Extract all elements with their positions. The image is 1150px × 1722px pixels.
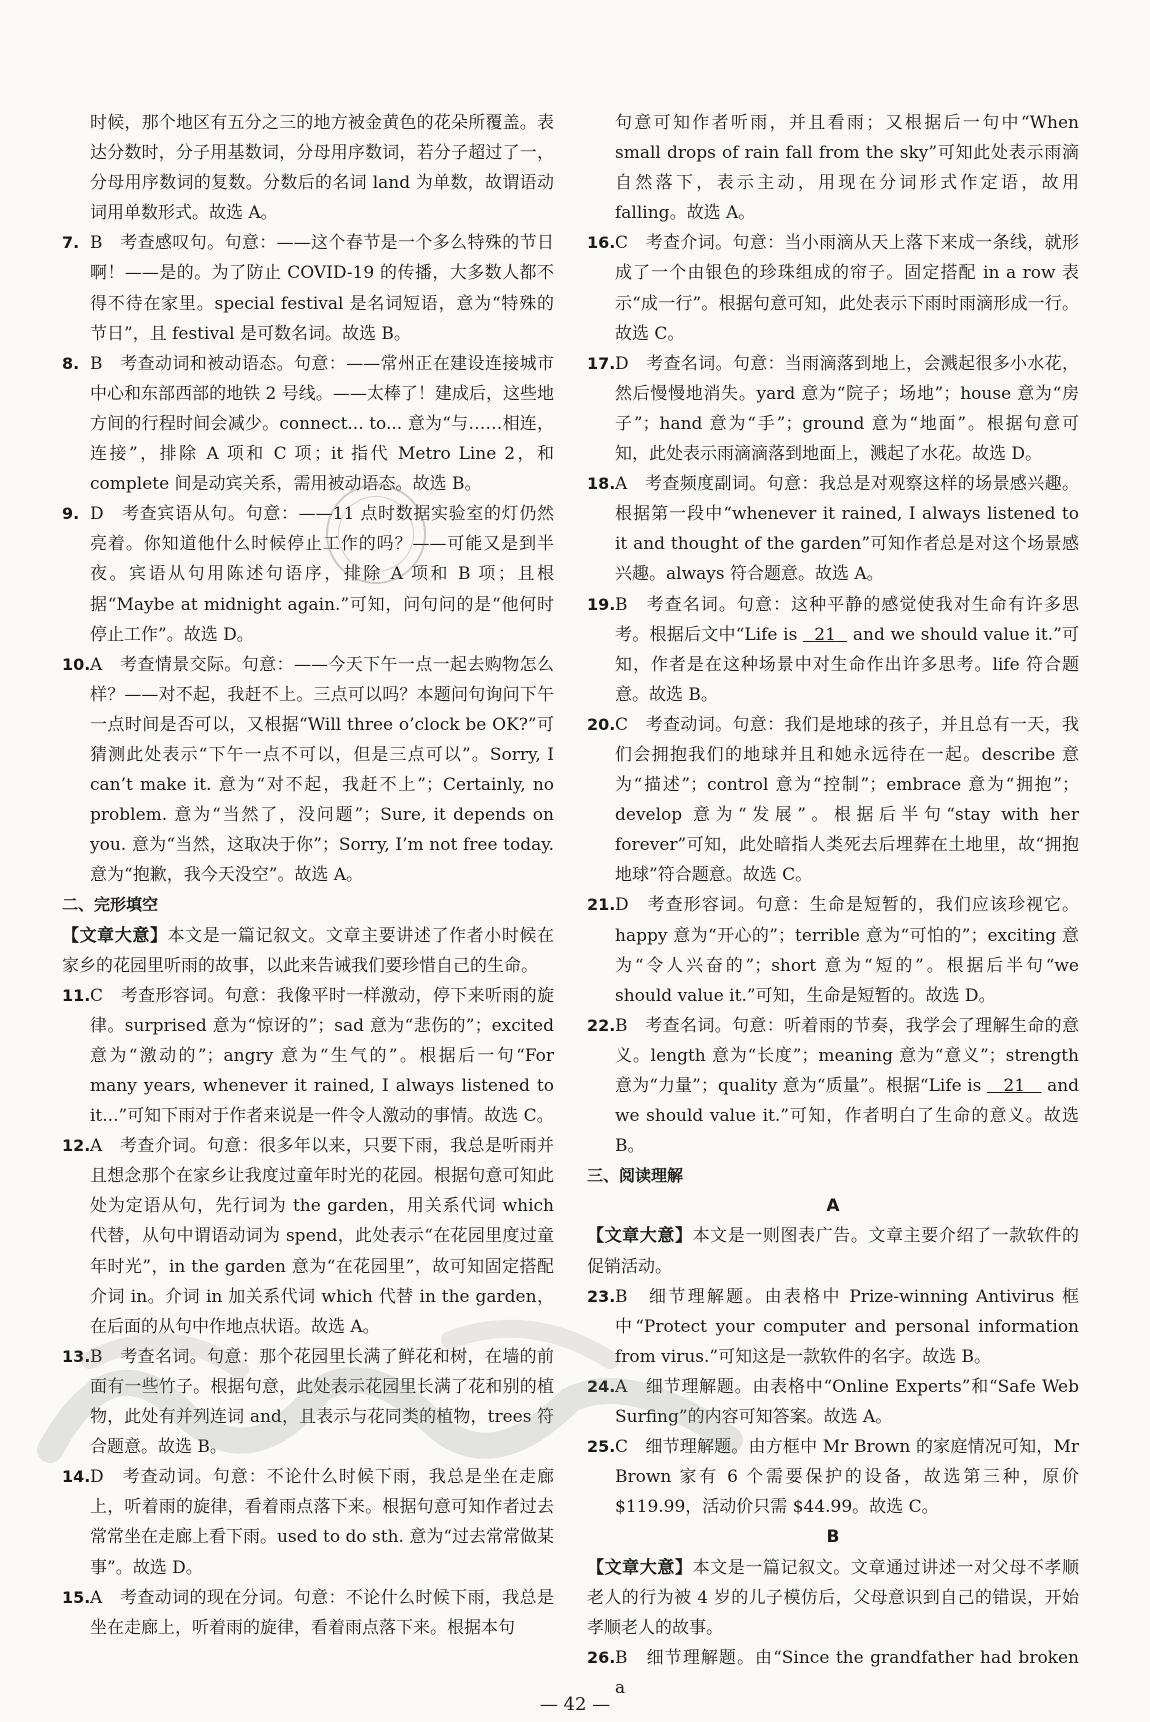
item-number: 19. <box>587 594 616 614</box>
item-text: B 细节理解题。由“Since the grandfather had broken a <box>615 1647 1079 1698</box>
article-summary-b <box>587 1553 1079 1643</box>
answer-item-16 <box>587 228 1079 348</box>
item-text: A 考查频度副词。句意：我总是对观察这样的场景感兴趣。根据第一段中“whenever it rained, I always listened to it and thought of the garden”可知作者总是对这个场景感兴趣。always 符合题意。故选 A。 <box>615 474 1079 585</box>
item-number: 22. <box>587 1015 616 1035</box>
item-number: 21. <box>587 895 616 915</box>
item-text: B 考查名词。句意：听着雨的节奏，我学会了理解生命的意义。length 意为“长度”；meaning 意为“意义”；strength 意为“力量”；quality 意为“质量”。根据“Life is <box>615 1015 1079 1096</box>
page-number: — 42 — <box>539 1694 611 1715</box>
passage-label-b: B <box>826 1527 840 1548</box>
answer-item-15 <box>62 1583 554 1643</box>
item-text: C 考查形容词。句意：我像平时一样激动，停下来听雨的旋律。surprised 意为“惊讶的”；sad 意为“悲伤的”；excited 意为“激动的”；angry 意为“生气的”。根据后一句“For many years, whenever it rained, I always listened to it...”可知下雨对于作者来说是一件令人激动的事情。故选 C。 <box>90 985 554 1127</box>
answer-item-22 <box>587 1011 1079 1161</box>
section-heading-cloze: 二、完形填空 <box>62 895 159 915</box>
item-number: 12. <box>62 1136 91 1156</box>
item-number: 8. <box>62 353 80 373</box>
item-text: D 考查名词。句意：当雨滴落到地上，会溅起很多小水花，然后慢慢地消失。yard 意为“院子；场地”；house 意为“房子”；hand 意为“手”；ground 意为“地面”。根据句意可知，此处表示雨滴滴落到地面上，溅起了水花。故选 D。 <box>615 353 1079 465</box>
blank-number: 21 <box>1003 1076 1026 1096</box>
item-text: D 考查动词。句意：不论什么时候下雨，我总是坐在走廊上，听着雨的旋律，看着雨点落下来。根据句意可知作者过去常常坐在走廊上看下雨。used to do sth. 意为“过去常常做某事”。故选 D。 <box>90 1467 555 1578</box>
answer-item-17 <box>587 349 1079 469</box>
blank-reference <box>987 1076 1042 1096</box>
answer-item-21 <box>587 890 1079 1010</box>
item-number: 10. <box>62 654 91 674</box>
blank-number: 21 <box>814 624 836 645</box>
answer-item-7 <box>62 228 554 348</box>
item-text: B 考查感叹句。句意：——这个春节是一个多么特殊的节日啊！——是的。为了防止 COVID-19 的传播，大多数人都不得不待在家里。special festival 是名词短语，意为“特殊的节日”，且 festival 是可数名词。故选 B。 <box>90 233 554 344</box>
item-text: D 考查宾语从句。句意：——11 点时数据实验室的灯仍然亮着。你知道他什么时候停止工作的吗？——可能又是到半夜。宾语从句用陈述句语序，排除 A 项和 B 项；且根据“Maybe at midnight again.”可知，问句问的是“他何时停止工作”。故选 D。 <box>90 504 554 645</box>
answer-item-18 <box>587 469 1079 589</box>
answer-item-9 <box>62 499 554 649</box>
answer-item-14 <box>62 1462 554 1582</box>
item-text: B 细节理解题。由表格中 Prize-winning Antivirus 框中“Protect your computer and personal information from virus.”可知这是一款软件的名字。故选 B。 <box>615 1286 1079 1367</box>
item-number: 25. <box>587 1437 616 1457</box>
item-text: C 考查介词。句意：当小雨滴从天上落下来成一条线，就形成了一个由银色的珍珠组成的帘子。固定搭配 in a row 表示“成一行”。根据句意可知，此处表示下雨时雨滴形成一行。故选 C。 <box>615 233 1079 344</box>
answer-item-20 <box>587 710 1079 891</box>
summary-text: 本文是一篇记叙文。文章通过讲述一对父母不孝顺老人的行为被 4 岁的儿子模仿后，父母意识到自己的错误，开始孝顺老人的故事。 <box>587 1557 1080 1638</box>
item-text: C 考查动词。句意：我们是地球的孩子，并且总有一天，我们会拥抱我们的地球并且和她永远待在一起。describe 意为“描述”；control 意为“控制”；embrace 意为“拥抱”；develop 意为“发展”。根据后半句“stay with her forever”可知，此处暗指人类死去后埋葬在土地里，故“拥抱地球”符合题意。故选 C。 <box>615 714 1079 886</box>
blank-reference <box>803 625 847 645</box>
item-text: A 细节理解题。由表格中“Online Experts”和“Safe Web Surfing”的内容可知答案。故选 A。 <box>615 1376 1079 1428</box>
item-text: A 考查介词。句意：很多年以来，只要下雨，我总是听雨并且想念那个在家乡让我度过童年时光的花园。根据句意可知此处为定语从句，先行词为 the garden，用关系代词 which 代替，从句中谓语动词为 spend，此处表示“在花园里度过童年时光”，in the garden 意为“在花园里”，故可知固定搭配介词 in。介词 in 加关系代词 which 代替 in the garden，在后面的从句中作地点状语。故选 A。 <box>90 1136 554 1337</box>
summary-text: 本文是一则图表广告。文章主要介绍了一款软件的促销活动。 <box>587 1226 1080 1277</box>
answer-item-8 <box>62 349 554 499</box>
item-number: 16. <box>587 233 616 253</box>
item-number: 7. <box>62 233 80 253</box>
item-number: 24. <box>587 1376 616 1396</box>
item-text: B 考查名词。句意：那个花园里长满了鲜花和树，在墙的前面有一些竹子。根据句意，此处表示花园里长满了花和别的植物，此处有并列连词 and，且表示与花同类的植物，trees 符合题意。故选 B。 <box>90 1346 554 1458</box>
answer-item-11 <box>62 981 554 1131</box>
seal-inner-ring <box>326 484 426 584</box>
item-number: 23. <box>587 1286 616 1306</box>
item-number: 17. <box>587 353 616 373</box>
passage-label-a: A <box>826 1196 840 1217</box>
item-number: 20. <box>587 714 616 734</box>
item-number: 15. <box>62 1587 91 1607</box>
answer-item-19 <box>587 590 1079 710</box>
item-text: D 考查形容词。句意：生命是短暂的，我们应该珍视它。happy 意为“开心的”；terrible 意为“可怕的”；exciting 意为“令人兴奋的”；short 意为“短的”。根据后半句“we should value it.”可知，生命是短暂的。故选 D。 <box>615 895 1079 1006</box>
summary-label: 【文章大意】 <box>587 1557 693 1578</box>
item-text: C 细节理解题。由方框中 Mr Brown 的家庭情况可知，Mr Brown 家有 6 个需要保护的设备，故选第三种，原价 $119.99，活动价只需 $44.99。故选 C。 <box>615 1437 1079 1518</box>
article-summary <box>62 921 554 981</box>
summary-label: 【文章大意】 <box>587 1226 693 1247</box>
item-number: 26. <box>587 1647 616 1667</box>
article-summary-a <box>587 1221 1079 1281</box>
item-number: 9. <box>62 504 80 524</box>
answer-item-10 <box>62 650 554 891</box>
summary-text: 本文是一篇记叙文。文章主要讲述了作者小时候在家乡的花园里听雨的故事，以此来告诫我们要珍惜自己的生命。 <box>62 925 555 976</box>
item-number: 11. <box>62 985 91 1005</box>
item-text: A 考查情景交际。句意：——今天下午一点一起去购物怎么样？——对不起，我赶不上。三点可以吗？本题问句询问下午一点时间是否可以，又根据“Will three o’clock be OK?”可猜测此处表示“下午一点不可以，但是三点可以”。Sorry, I can’t make it. 意为“对不起，我赶不上”；Certainly, no problem. 意为“当然了，没问题”；Sure, it depends on you. 意为“当然，这取决于你”；Sorry, I’m not free today. 意为“抱歉，我今天没空”。故选 A。 <box>90 654 554 886</box>
item-number: 13. <box>62 1346 91 1366</box>
item-text-continued: and we should value it.”可知，作者是在这种场景中对生命作出许多思考。life 符合题意。故选 B。 <box>615 624 1080 705</box>
summary-label: 【文章大意】 <box>62 925 168 946</box>
item-number: 18. <box>587 474 616 494</box>
continued-explanation: 时候，那个地区有五分之三的地方被金黄色的花朵所覆盖。表达分数时，分子用基数词，分母用序数词，若分子超过了一，分母用序数词的复数。分数后的名词 land 为单数，故谓语动词用单数形式。故选 A。 <box>90 113 554 224</box>
section-heading-reading: 三、阅读理解 <box>587 1166 684 1186</box>
item-text: A 考查动词的现在分词。句意：不论什么时候下雨，我总是坐在走廊上，听着雨的旋律，看着雨点落下来。根据本句 <box>90 1587 554 1638</box>
item-number: 14. <box>62 1467 91 1487</box>
item-text-continued: and we should value it.”可知，作者明白了生命的意义。故选 B。 <box>615 1076 1080 1157</box>
item-text: B 考查名词。句意：这种平静的感觉使我对生命有许多思考。根据后文中“Life is <box>615 594 1079 645</box>
faint-watermark-graphic <box>30 1300 790 1480</box>
continued-explanation: 句意可知作者听雨，并且看雨；又根据后一句中“When small drops of rain fall from the sky”可知此处表示雨滴自然落下，表示主动，用现在分词形式作定语，故用 falling。故选 A。 <box>615 113 1079 224</box>
item-text: B 考查动词和被动语态。句意：——常州正在建设连接城市中心和东部西部的地铁 2 号线。——太棒了！建成后，这些地方间的行程时间会减少。connect... to... 意为“与……相连，连接”，排除 A 项和 C 项；it 指代 Metro Line 2，和 complete 间是动宾关系，需用被动语态。故选 B。 <box>90 353 554 495</box>
